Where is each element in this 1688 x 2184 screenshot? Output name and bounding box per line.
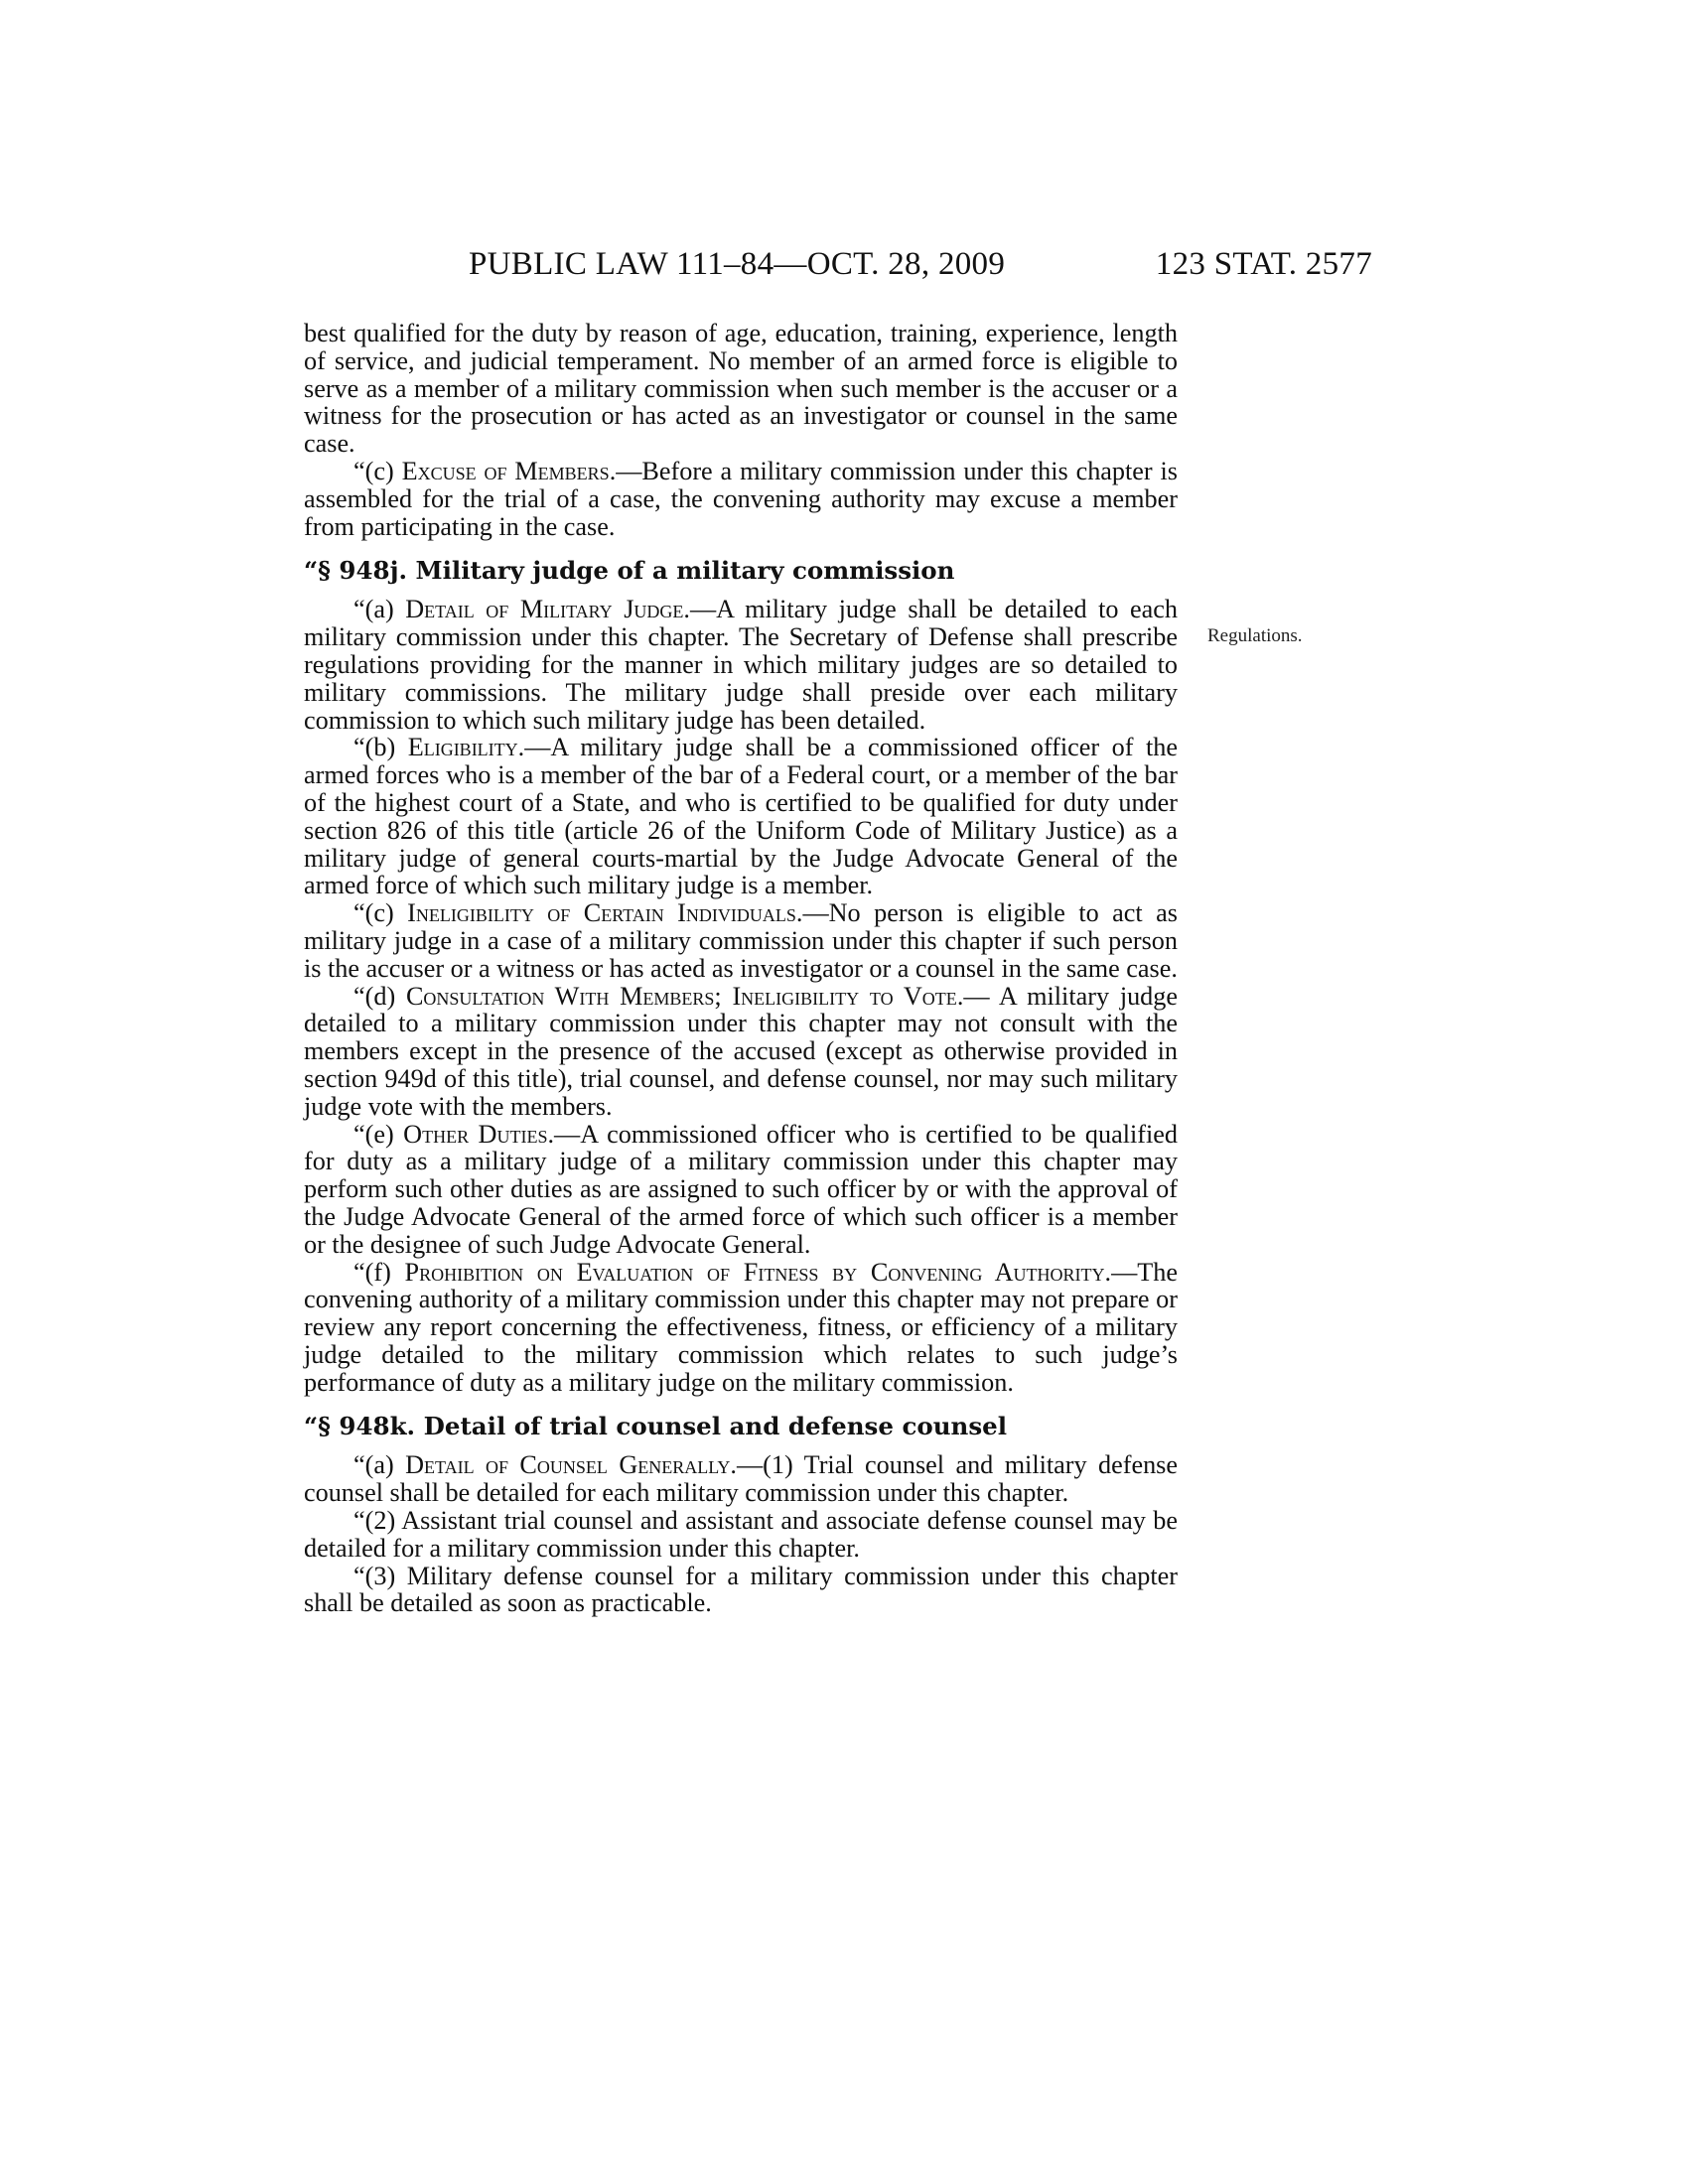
- subsection-heading: Consultation With Members; Ineligibility to Vote: [405, 981, 957, 1011]
- paragraph-excuse-of-members: [304, 458, 1178, 540]
- subsection-text: .—Before a military commission under this chapter is assembled for the trial of a case, the convening authority may excuse a member from participating in the case.: [304, 456, 1178, 541]
- margin-note-regulations: Regulations.: [1207, 625, 1303, 646]
- statute-body: [304, 320, 1178, 1617]
- subsection-number: “(f): [353, 1257, 405, 1287]
- paragraph-assistant-counsel: “(2) Assistant trial counsel and assistant and associate defense counsel may be detailed for a military commission under this chapter.: [304, 1506, 1178, 1563]
- subsection-text: .—A commissioned officer who is certified to be qualified for duty as a military judge of a military commission under this chapter may perform such other duties as are assigned to such officer by or with the approval of the Judge Advocate General of the armed force of which such officer is a member or the designee of such Judge Advocate General.: [304, 1119, 1178, 1259]
- subsection-number: “(a): [353, 1450, 406, 1480]
- subsection-number: “(d): [353, 981, 406, 1011]
- subsection-heading: Eligibility: [407, 733, 518, 762]
- paragraph-eligibility: [304, 734, 1178, 899]
- subsection-number: “(e): [353, 1119, 404, 1149]
- paragraph-continuation: best qualified for the duty by reason of age, education, training, experience, length of service, and judicial temperament. No member of an armed force is eligible to serve as a member of a military commission when such member is the accuser or a witness for the prosecution or has acted as an investigator or counsel in the same case.: [304, 319, 1178, 459]
- subsection-text: .—No person is eligible to act as military judge in a case of a military commission under this chapter if such person is the accuser or a witness or has acted as investigator or a counsel in the same case.: [304, 898, 1178, 983]
- paragraph-ineligibility: [304, 899, 1178, 982]
- subsection-heading: Prohibition on Evaluation of Fitness by Convening Authority: [404, 1257, 1105, 1287]
- paragraph-detail-of-counsel: [304, 1451, 1178, 1507]
- subsection-text: .—A military judge shall be detailed to each military commission under this chapter. The Secretary of Defense shall prescribe regulations providing for the manner in which military judges are so detailed to military commissions. The military judge shall preside over each military commission to which such military judge has been detailed.: [304, 595, 1178, 735]
- paragraph-military-defense-counsel: “(3) Military defense counsel for a military commission under this chapter shall be detailed as soon as practicable.: [304, 1561, 1178, 1618]
- statute-page-number: 123 STAT. 2577: [1155, 246, 1372, 282]
- section-heading-948k: “§ 948k. Detail of trial counsel and defense counsel: [304, 1412, 1008, 1441]
- subsection-text: .—The convening authority of a military commission under this chapter may not prepare or review any report concerning the effectiveness, fitness, or efficiency of a military judge detailed to the military commission which relates to such judge’s performance of duty as a military judge on the military commission.: [304, 1257, 1178, 1397]
- subsection-heading: Other Duties: [403, 1119, 548, 1149]
- subsection-number: “(a): [353, 595, 406, 624]
- subsection-text: .— A military judge detailed to a military commission under this chapter may not consult with the members except in the presence of the accused (except as otherwise provided in section 949d of this title), trial counsel, and defense counsel, nor may such military judge vote with the members.: [304, 981, 1178, 1121]
- paragraph-other-duties: [304, 1121, 1178, 1259]
- paragraph-detail-of-military-judge: [304, 596, 1178, 734]
- paragraph-consultation-with-members: [304, 983, 1178, 1121]
- section-heading-948j: “§ 948j. Military judge of a military commission: [304, 556, 955, 586]
- subsection-text: .—A military judge shall be a commissioned officer of the armed forces who is a member of the bar of a Federal court, or a member of the bar of the highest court of a State, and who is certified to be qualified for duty under section 826 of this title (article 26 of the Uniform Code of Military Justice) as a military judge of general courts-martial by the Judge Advocate General of the armed force of which such military judge is a member.: [304, 733, 1178, 900]
- subsection-number: “(c): [353, 898, 408, 928]
- subsection-heading: Excuse of Members: [401, 456, 610, 485]
- subsection-number: “(c): [353, 456, 402, 485]
- subsection-heading: Detail of Military Judge: [405, 595, 684, 624]
- subsection-heading: Detail of Counsel Generally: [405, 1450, 731, 1480]
- paragraph-prohibition-on-evaluation: [304, 1259, 1178, 1397]
- subsection-text: .—(1) Trial counsel and military defense counsel shall be detailed for each military commission under this chapter.: [304, 1450, 1178, 1508]
- running-head: [469, 246, 1372, 286]
- public-law-citation: PUBLIC LAW 111–84—OCT. 28, 2009: [469, 246, 1006, 282]
- subsection-heading: Ineligibility of Certain Individuals: [407, 898, 796, 928]
- subsection-number: “(b): [353, 733, 408, 762]
